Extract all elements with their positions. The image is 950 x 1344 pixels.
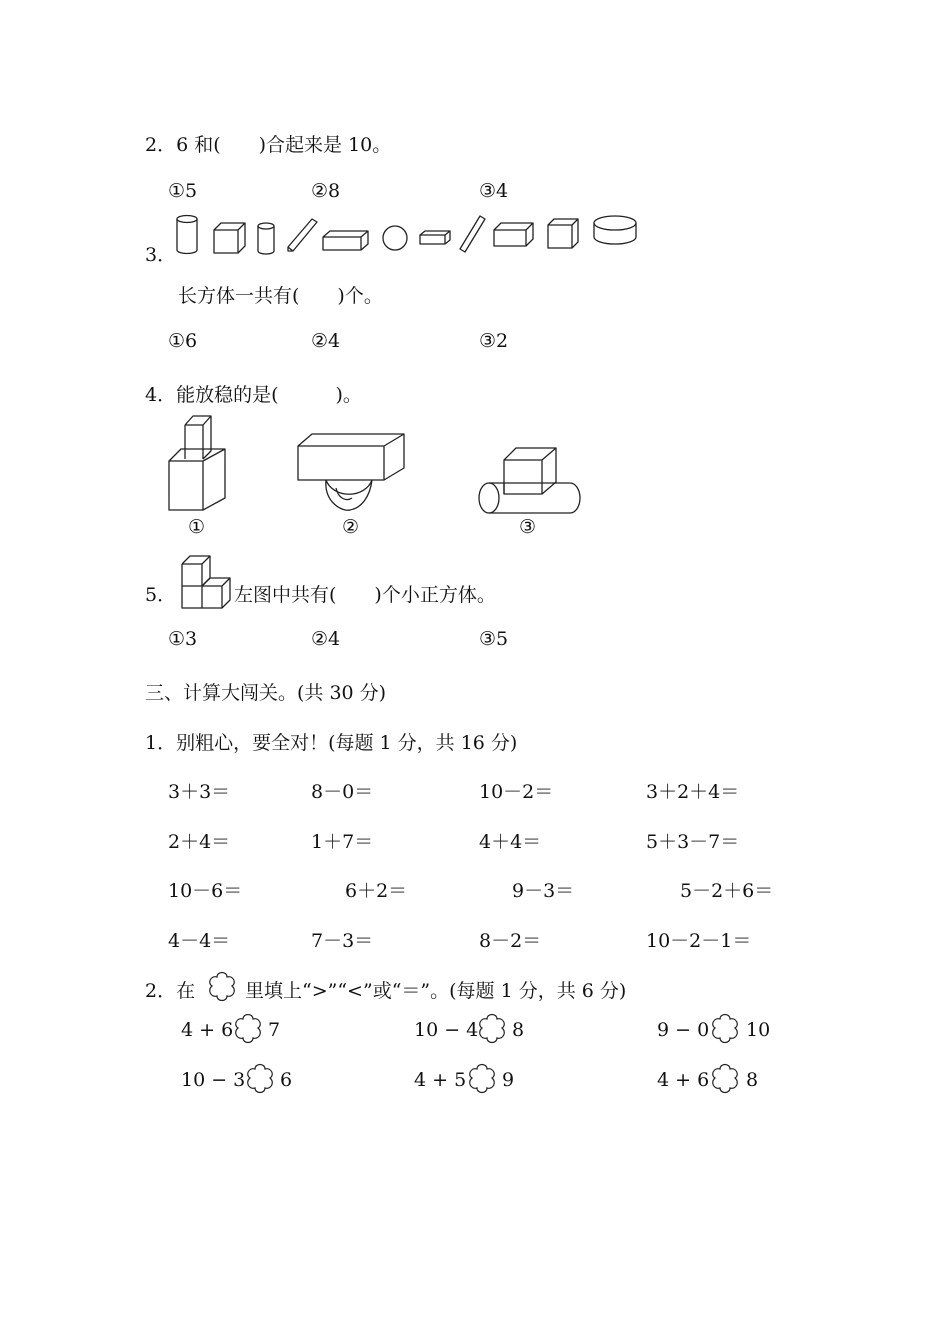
cuboid-icon (493, 222, 535, 248)
q5-option-1[interactable]: ①3 (168, 628, 198, 650)
q2-option-2[interactable]: ②8 (311, 180, 341, 202)
part2-title-suffix: 里填上“>”“<”或“＝”。(每题 1 分，共 6 分) (245, 980, 627, 1002)
compare-right: 10 (746, 1019, 771, 1041)
arith-item[interactable]: 10－2－1＝ (646, 930, 752, 952)
compare-right: 8 (512, 1019, 525, 1041)
arith-item[interactable]: 4－4＝ (168, 930, 231, 952)
compare-left: 10 − 4 (414, 1019, 479, 1041)
arith-item[interactable]: 1＋7＝ (311, 831, 374, 853)
cube-on-cylinder-figure (476, 444, 586, 516)
q3-option-3[interactable]: ③2 (479, 330, 509, 352)
q4-label-2[interactable]: ② (342, 516, 360, 538)
arith-item[interactable]: 7－3＝ (311, 930, 374, 952)
arith-item[interactable]: 8－2＝ (479, 930, 542, 952)
arith-item[interactable]: 6＋2＝ (345, 880, 408, 902)
small-cubes-figure (178, 554, 232, 610)
compare-left: 4 + 5 (414, 1069, 467, 1091)
q2-option-1[interactable]: ①5 (168, 180, 198, 202)
q3-option-2[interactable]: ②4 (311, 330, 341, 352)
compare-left: 4 + 6 (657, 1069, 710, 1091)
flower-icon[interactable] (465, 1062, 499, 1096)
cylinder-icon (256, 222, 280, 256)
flower-icon[interactable] (243, 1062, 277, 1096)
arith-item[interactable]: 5＋3－7＝ (646, 831, 740, 853)
compare-right: 8 (746, 1069, 759, 1091)
arith-item[interactable]: 3＋2＋4＝ (646, 781, 740, 803)
cylinder-icon (174, 214, 204, 256)
compare-left: 4 + 6 (181, 1019, 234, 1041)
cuboid-icon (419, 230, 453, 246)
q4-label-3[interactable]: ③ (519, 516, 537, 538)
cuboid-icon (322, 230, 370, 252)
q5-option-2[interactable]: ②4 (311, 628, 341, 650)
q5-number: 5． (145, 584, 177, 606)
q4-stem: 4．能放稳的是( )。 (145, 384, 362, 406)
q2-option-3[interactable]: ③4 (479, 180, 509, 202)
flower-icon[interactable] (708, 1062, 742, 1096)
arith-item[interactable]: 5－2＋6＝ (680, 880, 774, 902)
part2-title-prefix: 2．在 (145, 980, 196, 1002)
cuboid-on-ball-figure (296, 432, 408, 514)
arith-item[interactable]: 10－6＝ (168, 880, 243, 902)
arith-item[interactable]: 10－2＝ (479, 781, 554, 803)
compare-left: 10 − 3 (181, 1069, 246, 1091)
section3-title: 三、计算大闯关。(共 30 分) (145, 682, 387, 704)
stacked-cuboids-figure (167, 413, 229, 513)
part1-title: 1．别粗心，要全对！(每题 1 分，共 16 分) (145, 732, 518, 754)
cylinder-icon (593, 214, 639, 248)
flower-icon[interactable] (708, 1012, 742, 1046)
compare-right: 9 (502, 1069, 515, 1091)
cube-icon (213, 222, 249, 254)
flower-icon[interactable] (475, 1012, 509, 1046)
arith-item[interactable]: 8－0＝ (311, 781, 374, 803)
arith-item[interactable]: 3＋3＝ (168, 781, 231, 803)
rod-icon (286, 217, 320, 255)
arith-item[interactable]: 2＋4＝ (168, 831, 231, 853)
q2-stem: 2．6 和( )合起来是 10。 (145, 134, 392, 156)
q3-option-1[interactable]: ①6 (168, 330, 198, 352)
q4-label-1[interactable]: ① (188, 516, 206, 538)
q5-stem: 左图中共有( )个小正方体。 (234, 584, 496, 606)
sphere-icon (381, 224, 411, 254)
arith-item[interactable]: 9－3＝ (512, 880, 575, 902)
compare-left: 9 − 0 (657, 1019, 710, 1041)
flower-icon (205, 970, 239, 1004)
q3-number: 3． (145, 244, 177, 266)
compare-right: 7 (268, 1019, 281, 1041)
flower-icon[interactable] (231, 1012, 265, 1046)
rod-icon (458, 214, 488, 254)
q3-stem: 长方体一共有( )个。 (178, 285, 383, 307)
compare-right: 6 (280, 1069, 293, 1091)
arith-item[interactable]: 4＋4＝ (479, 831, 542, 853)
q5-option-3[interactable]: ③5 (479, 628, 509, 650)
cube-icon (547, 218, 581, 250)
